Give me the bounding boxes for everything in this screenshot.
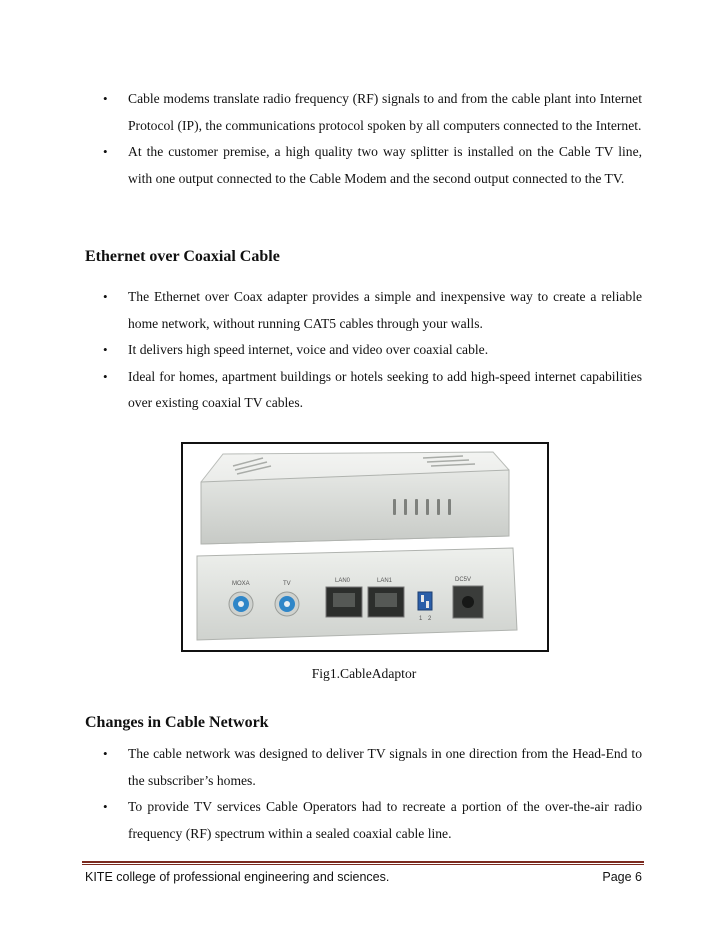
list-item [0,741,642,794]
bullet-list-intro [0,86,642,192]
bullet-icon: • [103,799,108,814]
list-item-text: It delivers high speed internet, voice and video over coaxial cable. [128,342,489,357]
footer-divider [82,861,644,863]
bullet-icon: • [103,342,108,357]
bullet-icon: • [103,289,108,304]
port-label-lan1: LAN1 [377,578,393,584]
list-item-text: The Ethernet over Coax adapter provides a simple and inexpensive way to create a reliable home network, without running CAT5 cables through your walls. [128,289,642,331]
list-item [0,86,642,139]
bullet-list-ethernet [0,284,642,417]
port-label-tv: TV [283,581,291,587]
footer-divider-thin [82,864,644,865]
bullet-icon: • [103,746,108,761]
list-item [0,284,642,337]
bullet-icon: • [103,91,108,106]
page-number: Page 6 [602,870,642,884]
cable-adaptor-figure [181,442,549,652]
bullet-icon: • [103,368,108,384]
list-item [0,139,642,192]
list-item-text: At the customer premise, a high quality two way splitter is installed on the Cable TV line, with one output connected to the Cable Modem and the second output connected to the TV. [128,144,642,186]
list-item-text: The cable network was designed to deliver TV signals in one direction from the Head-End to the subscriber’s homes. [128,746,642,788]
bullet-icon: • [103,144,108,159]
port-label-moxa: MOXA [232,581,250,587]
switch-label-2: 2 [428,616,432,622]
section-heading-ethernet: Ethernet over Coaxial Cable [85,248,280,265]
list-item [0,337,642,364]
list-item [0,364,642,417]
figure-caption: Fig1.CableAdaptor [311,666,417,681]
port-label-dc5v: DC5V [455,577,472,583]
list-item-text: Cable modems translate radio frequency (RF) signals to and from the cable plant into Internet Protocol (IP), the communications protocol spoken by all computers connected to the Internet. [128,91,642,133]
list-item [0,794,642,847]
cable-adaptor-image [183,444,547,650]
list-item-text: Ideal for homes, apartment buildings or hotels seeking to add high-speed internet capabilities over existing coaxial TV cables. [128,368,642,410]
section-heading-changes: Changes in Cable Network [85,714,269,731]
list-item-text: To provide TV services Cable Operators had to recreate a portion of the over-the-air radio frequency (RF) spectrum within a sealed coaxial cable line. [128,799,642,841]
port-label-lan0: LAN0 [335,578,351,584]
footer-institution: KITE college of professional engineering and sciences. [85,870,390,884]
bullet-list-changes [0,741,642,847]
switch-label-1: 1 [419,616,423,622]
